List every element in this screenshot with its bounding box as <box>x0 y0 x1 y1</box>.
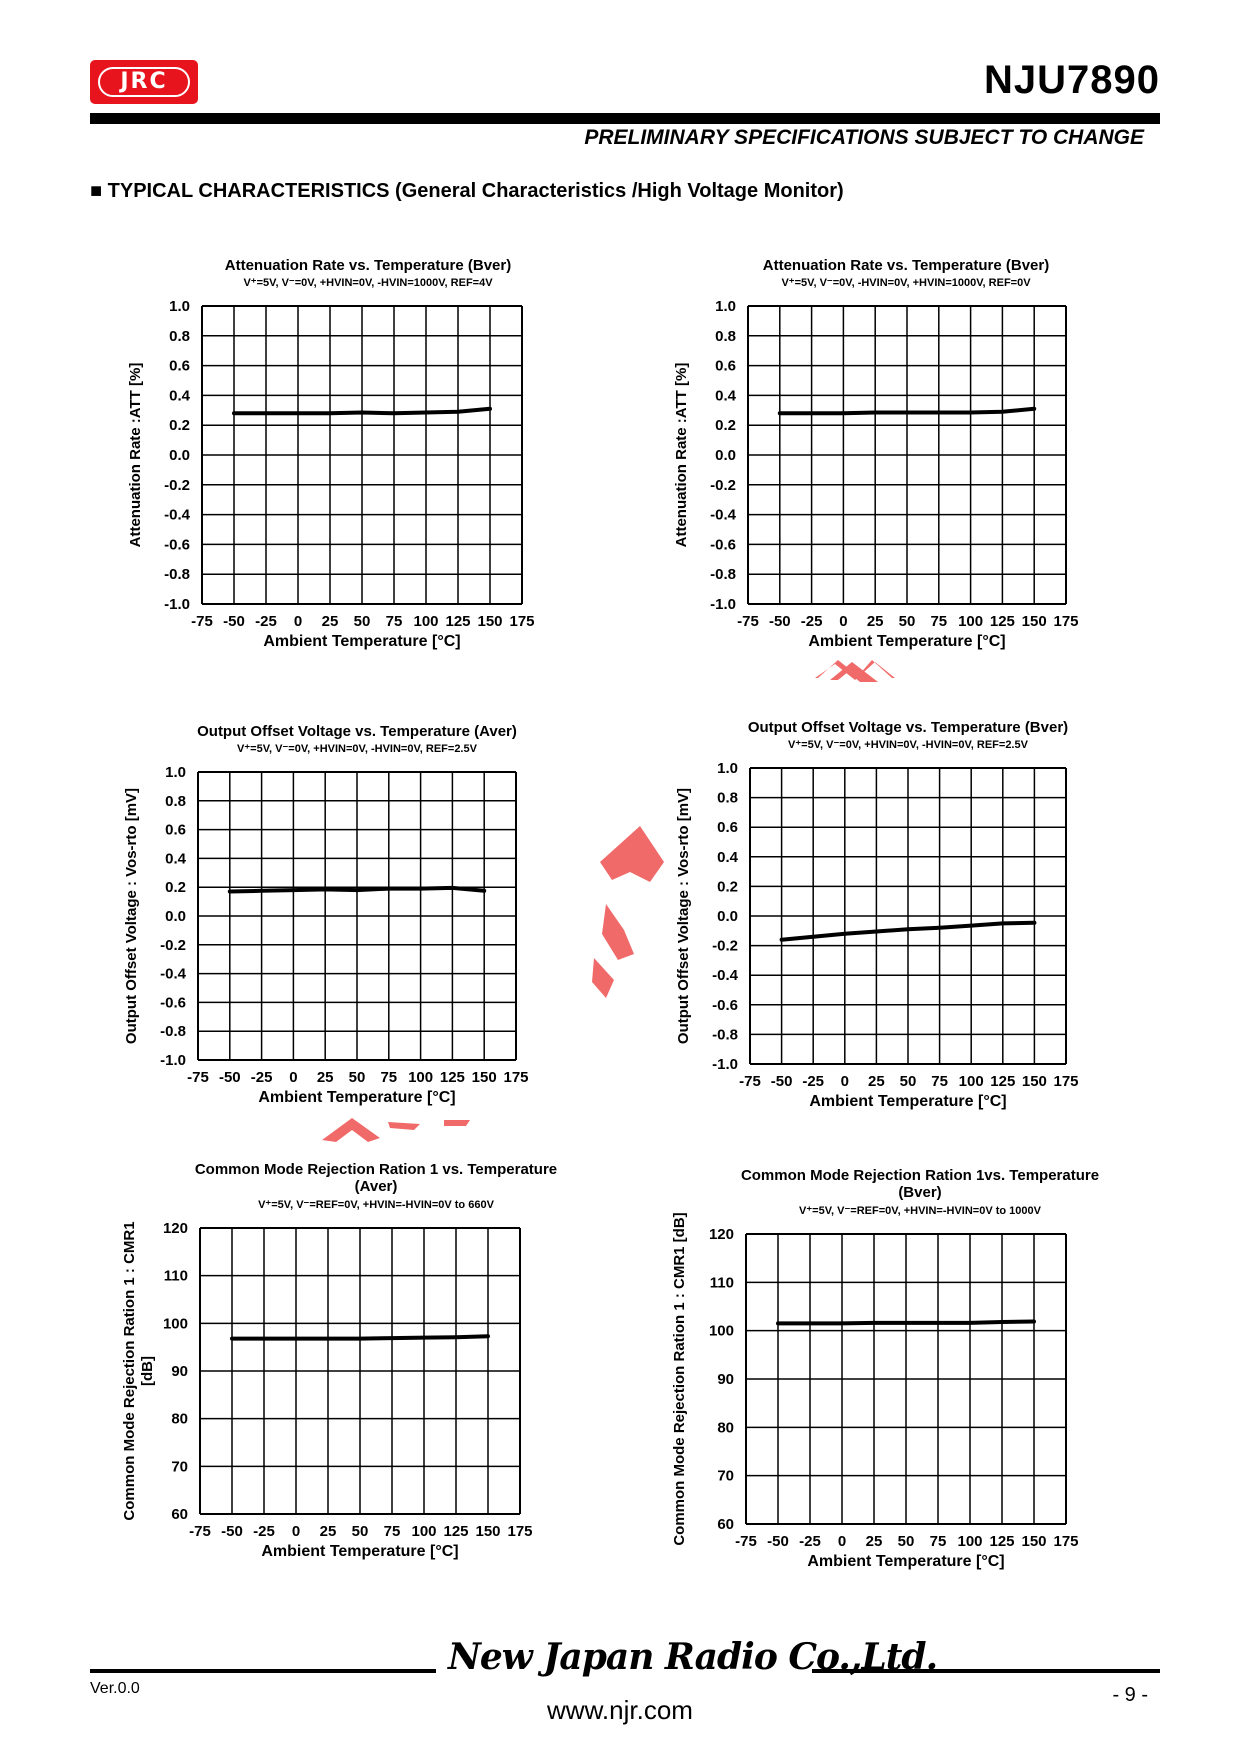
y-tick-label: 0.6 <box>715 357 736 375</box>
x-tick-label: 75 <box>931 1073 948 1090</box>
y-tick-label: -1.0 <box>712 1056 738 1073</box>
y-tick-label: 80 <box>171 1410 188 1428</box>
y-tick-label: 1.0 <box>165 764 186 781</box>
x-axis-label: Ambient Temperature [°C] <box>809 1093 1007 1110</box>
x-tick-label: 125 <box>989 613 1015 630</box>
x-tick-label: 0 <box>840 1073 849 1090</box>
x-tick-label: -75 <box>191 613 213 630</box>
x-tick-label: -75 <box>739 1073 761 1090</box>
x-tick-label: 125 <box>989 1533 1015 1550</box>
x-tick-label: 175 <box>503 1069 529 1086</box>
x-tick-label: 125 <box>443 1523 469 1540</box>
y-tick-label: 1.0 <box>715 298 736 315</box>
x-tick-label: -25 <box>255 613 277 630</box>
chart-subtitle: V⁺=5V, V⁻=0V, -HVIN=0V, +HVIN=1000V, REF=0V <box>781 277 1031 289</box>
x-tick-label: 175 <box>507 1523 533 1540</box>
y-tick-label: -0.4 <box>710 506 736 524</box>
y-tick-label: 0.0 <box>717 908 738 925</box>
y-tick-label: 0.4 <box>165 850 186 868</box>
x-tick-label: 150 <box>475 1523 501 1540</box>
y-tick-label: 0.2 <box>717 878 738 896</box>
x-tick-label: -50 <box>221 1523 243 1540</box>
chart-subtitle: V⁺=5V, V⁻=0V, +HVIN=0V, -HVIN=0V, REF=2.5V <box>237 743 477 755</box>
x-tick-label: 0 <box>293 613 303 630</box>
y-tick-label: -0.6 <box>712 996 738 1014</box>
section-title: ■ TYPICAL CHARACTERISTICS (General Characteristics /High Voltage Monitor) <box>90 180 844 202</box>
y-tick-label: 0.4 <box>715 387 736 405</box>
x-tick-label: 150 <box>471 1069 497 1086</box>
y-tick-label: -0.6 <box>710 536 736 554</box>
x-tick-label: 25 <box>316 1069 334 1086</box>
y-tick-label: 90 <box>717 1371 734 1388</box>
x-tick-label: -25 <box>800 613 823 630</box>
y-tick-label: 0.8 <box>717 789 738 807</box>
x-tick-label: 100 <box>408 1069 434 1086</box>
x-tick-label: 75 <box>385 613 403 630</box>
y-tick-label: 0.0 <box>165 908 186 925</box>
x-tick-label: -75 <box>735 1533 757 1550</box>
y-tick-label: -0.6 <box>160 994 186 1012</box>
y-tick-label: 100 <box>162 1315 188 1333</box>
y-tick-label: -0.4 <box>712 967 738 985</box>
chart-subtitle: V⁺=5V, V⁻=0V, +HVIN=0V, -HVIN=1000V, REF=4V <box>243 277 493 289</box>
x-tick-label: -50 <box>223 613 245 630</box>
y-tick-label: 0.0 <box>169 447 190 464</box>
x-tick-label: 100 <box>958 1073 984 1090</box>
y-tick-label: -1.0 <box>160 1052 186 1069</box>
y-tick-label: 0.4 <box>169 387 190 405</box>
jrc-logo-text: JRC <box>98 67 190 97</box>
x-tick-label: -25 <box>802 1073 825 1090</box>
y-tick-label: 0.2 <box>169 417 190 435</box>
chart-subtitle: V⁺=5V, V⁻=REF=0V, +HVIN=-HVIN=0V to 660V <box>258 1199 494 1211</box>
x-tick-label: 150 <box>1021 1533 1047 1550</box>
x-tick-label: 100 <box>411 1523 437 1540</box>
x-tick-label: 125 <box>445 613 471 630</box>
x-axis-label: Ambient Temperature [°C] <box>807 1553 1005 1570</box>
x-tick-label: -50 <box>218 1069 241 1086</box>
x-tick-label: 50 <box>899 1073 917 1090</box>
x-tick-label: 125 <box>990 1073 1016 1090</box>
x-tick-label: 25 <box>868 1073 885 1090</box>
y-tick-label: 0.0 <box>715 447 736 464</box>
x-tick-label: 25 <box>321 613 339 630</box>
x-tick-label: 150 <box>1021 1073 1047 1090</box>
y-tick-label: 120 <box>162 1220 188 1237</box>
x-tick-label: -75 <box>737 613 759 630</box>
chart-title: (Bver) <box>898 1184 942 1201</box>
y-tick-label: -0.2 <box>160 936 186 954</box>
chart-title: Attenuation Rate vs. Temperature (Bver) <box>224 257 512 274</box>
x-tick-label: 0 <box>289 1069 298 1086</box>
y-tick-label: 0.2 <box>165 879 186 897</box>
chart-title: Common Mode Rejection Ration 1vs. Temperature <box>740 1167 1100 1184</box>
y-tick-label: 90 <box>171 1363 188 1380</box>
chart-title: Output Offset Voltage vs. Temperature (Bver) <box>747 719 1069 736</box>
y-tick-label: 70 <box>717 1467 734 1485</box>
y-tick-label: 80 <box>717 1419 734 1437</box>
footer-rule-left <box>90 1669 436 1673</box>
x-tick-label: 175 <box>509 613 535 630</box>
y-tick-label: 0.4 <box>717 848 738 866</box>
x-tick-label: -75 <box>187 1069 209 1086</box>
y-tick-label: -0.2 <box>712 937 738 955</box>
x-tick-label: 50 <box>897 1533 915 1550</box>
chart-title: Common Mode Rejection Ration 1 vs. Temperature <box>194 1161 558 1178</box>
chart-title: Output Offset Voltage vs. Temperature (Aver) <box>197 723 517 740</box>
y-tick-label: -0.2 <box>710 476 736 494</box>
x-tick-label: 25 <box>866 613 884 630</box>
x-tick-label: 175 <box>1053 613 1079 630</box>
x-tick-label: -50 <box>768 613 791 630</box>
y-tick-label: 0.8 <box>169 327 190 345</box>
x-tick-label: -50 <box>770 1073 793 1090</box>
y-axis-label: Common Mode Rejection Ration 1 : CMR1 <box>121 1221 138 1521</box>
chart-title: Attenuation Rate vs. Temperature (Bver) <box>762 257 1050 274</box>
y-tick-label: -0.8 <box>710 566 736 584</box>
y-axis-label: Output Offset Voltage : Vos-rto [mV] <box>675 787 692 1045</box>
y-tick-label: -0.4 <box>164 506 190 524</box>
y-tick-label: 0.8 <box>165 792 186 810</box>
chart-subtitle: V⁺=5V, V⁻=0V, +HVIN=0V, -HVIN=0V, REF=2.5V <box>788 739 1028 751</box>
x-tick-label: 125 <box>439 1069 465 1086</box>
x-tick-label: 0 <box>839 613 848 630</box>
chart-title: (Aver) <box>354 1178 398 1195</box>
y-tick-label: -1.0 <box>164 596 190 613</box>
x-tick-label: 50 <box>348 1069 366 1086</box>
y-tick-label: 0.6 <box>717 819 738 837</box>
y-tick-label: 120 <box>708 1226 734 1243</box>
y-axis-label: [dB] <box>139 1356 156 1386</box>
y-tick-label: -1.0 <box>710 596 736 613</box>
y-axis-label: Output Offset Voltage : Vos-rto [mV] <box>123 787 140 1045</box>
y-tick-label: 100 <box>708 1322 734 1340</box>
x-tick-label: -25 <box>799 1533 821 1550</box>
x-tick-label: -25 <box>250 1069 273 1086</box>
y-axis-label: Attenuation Rate :ATT [%] <box>127 362 144 548</box>
x-tick-label: 100 <box>958 613 984 630</box>
x-tick-label: 100 <box>957 1533 983 1550</box>
y-tick-label: 0.6 <box>165 821 186 839</box>
y-tick-label: 60 <box>171 1506 188 1523</box>
page-number: - 9 - <box>1112 1684 1148 1706</box>
y-tick-label: 1.0 <box>169 298 190 315</box>
x-tick-label: 25 <box>865 1533 883 1550</box>
x-tick-label: 150 <box>477 613 503 630</box>
x-tick-label: -25 <box>253 1523 275 1540</box>
x-tick-label: 75 <box>929 1533 947 1550</box>
x-tick-label: 75 <box>930 613 948 630</box>
y-tick-label: 70 <box>171 1458 188 1476</box>
x-axis-label: Ambient Temperature [°C] <box>263 633 461 650</box>
y-tick-label: 60 <box>717 1516 734 1533</box>
y-axis-label: Attenuation Rate :ATT [%] <box>673 362 690 548</box>
company-signature: New Japan Radio Co.,Ltd. <box>448 1636 938 1678</box>
y-tick-label: 0.8 <box>715 327 736 345</box>
x-tick-label: -75 <box>189 1523 211 1540</box>
x-tick-label: 25 <box>319 1523 337 1540</box>
x-axis-label: Ambient Temperature [°C] <box>808 633 1006 650</box>
x-tick-label: 175 <box>1053 1533 1079 1550</box>
y-tick-label: -0.4 <box>160 965 186 983</box>
x-tick-label: 75 <box>380 1069 398 1086</box>
x-tick-label: 50 <box>353 613 371 630</box>
preliminary-notice: PRELIMINARY SPECIFICATIONS SUBJECT TO CHANGE <box>584 126 1144 149</box>
x-tick-label: -50 <box>767 1533 789 1550</box>
x-tick-label: 100 <box>413 613 439 630</box>
part-number: NJU7890 <box>983 58 1160 102</box>
y-tick-label: 0.6 <box>169 357 190 375</box>
x-tick-label: 50 <box>898 613 916 630</box>
y-tick-label: -0.6 <box>164 536 190 554</box>
x-tick-label: 150 <box>1021 613 1047 630</box>
x-tick-label: 175 <box>1053 1073 1079 1090</box>
x-tick-label: 50 <box>351 1523 369 1540</box>
x-tick-label: 0 <box>291 1523 301 1540</box>
y-tick-label: -0.8 <box>712 1026 738 1044</box>
y-tick-label: 1.0 <box>717 760 738 777</box>
y-tick-label: -0.8 <box>164 566 190 584</box>
website-link[interactable]: www.njr.com <box>547 1695 693 1725</box>
x-axis-label: Ambient Temperature [°C] <box>258 1089 456 1106</box>
chart-subtitle: V⁺=5V, V⁻=REF=0V, +HVIN=-HVIN=0V to 1000V <box>799 1205 1041 1217</box>
x-tick-label: 0 <box>837 1533 847 1550</box>
y-tick-label: -0.8 <box>160 1023 186 1041</box>
x-axis-label: Ambient Temperature [°C] <box>261 1543 459 1560</box>
y-tick-label: 110 <box>163 1267 188 1285</box>
x-tick-label: 75 <box>383 1523 401 1540</box>
y-tick-label: -0.2 <box>164 476 190 494</box>
y-tick-label: 110 <box>709 1274 734 1292</box>
version-label: Ver.0.0 <box>90 1680 140 1697</box>
y-tick-label: 0.2 <box>715 417 736 435</box>
y-axis-label: Common Mode Rejection Ration 1 : CMR1 [dB] <box>671 1212 688 1546</box>
